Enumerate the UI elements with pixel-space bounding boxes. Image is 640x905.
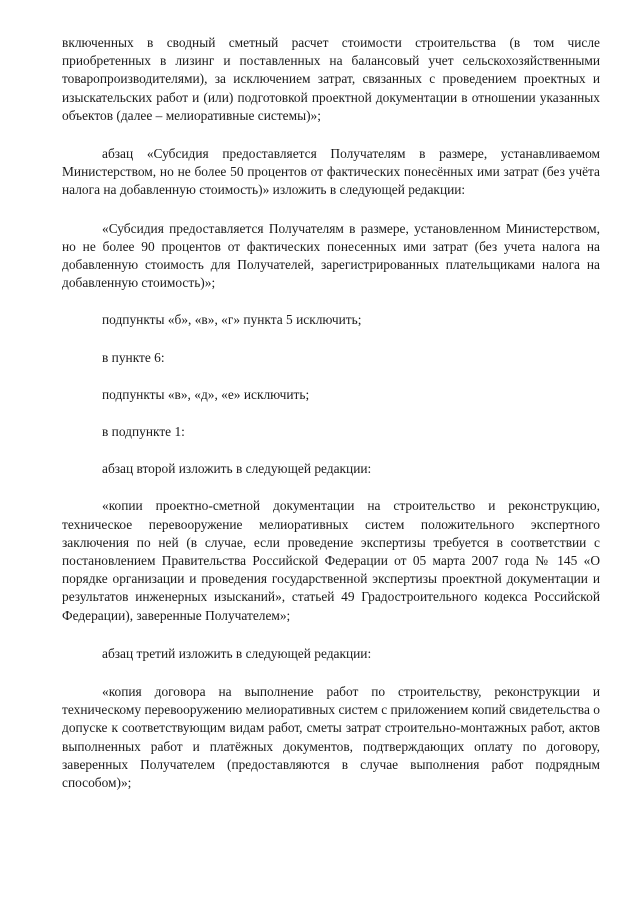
paragraph-item-5: подпункты «б», «в», «г» пункта 5 исключить; xyxy=(102,312,362,328)
paragraph-contract-copy: «копия договора на выполнение работ по строительству, реконструкции и техническому перевооружению мелиоративных систем с приложением копий свидетельства о допуске к соответствующим видам работ, сметы затрат строительно-монтажных работ, актов выполненных работ и платёжных документов, подтверждающих оплату по договору, заверенных Получателем (предоставляются в случае выполнения работ подрядным способом)»; xyxy=(62,684,600,791)
paragraph-subsidy-new: «Субсидия предоставляется Получателям в размере, установленном Министерством, но не более 90 процентов от фактических понесенных ими затрат (без учета налога на добавленную стоимость для Получателей, зарегистрированных плательщиками налога на добавленную стоимость)»; xyxy=(62,220,600,291)
paragraph-intro: включенных в сводный сметный расчет стоимости строительства (в том числе приобретенных в лизинг и поставленных на балансовый учет сельскохозяйственными товаропроизводителями), за исключением затрат, связанных с проведением проектных и изыскательских работ и (или) подготовкой проектной документации в отношении указанных объектов (далее – мелиоративные системы)»; xyxy=(62,35,600,123)
paragraph-subitem-1: в подпункте 1: xyxy=(102,424,185,440)
paragraph-subitems: подпункты «в», «д», «е» исключить; xyxy=(102,386,310,402)
paragraph-subsidy-old: абзац «Субсидия предоставляется Получателям в размере, устанавливаемом Министерством, но не более 50 процентов от фактических понесённых ими затрат (без учёта налога на добавленную стоимость)» изложить в следующей редакции: xyxy=(62,146,600,198)
paragraph-copies-psd: «копии проектно-сметной документации на строительство и реконструкцию, техническое перевооружение мелиоративных систем положительного экспертного заключения по ней (в случае, если проведение экспертизы требуется в соответствии с постановлением Правительства Российской Федерации от 05 марта 2007 года № 145 «О порядке организации и проведения государственной экспертизы проектной документации и результатов инженерных изысканий», статьей 49 Градостроительного кодекса Российской Федерации), заверенные Получателем»; xyxy=(62,498,600,623)
paragraph-third-abzac: абзац третий изложить в следующей редакции: xyxy=(102,645,372,661)
document-page xyxy=(62,34,600,792)
paragraph-second-abzac: абзац второй изложить в следующей редакции: xyxy=(102,461,372,477)
paragraph-item-6: в пункте 6: xyxy=(102,349,165,365)
